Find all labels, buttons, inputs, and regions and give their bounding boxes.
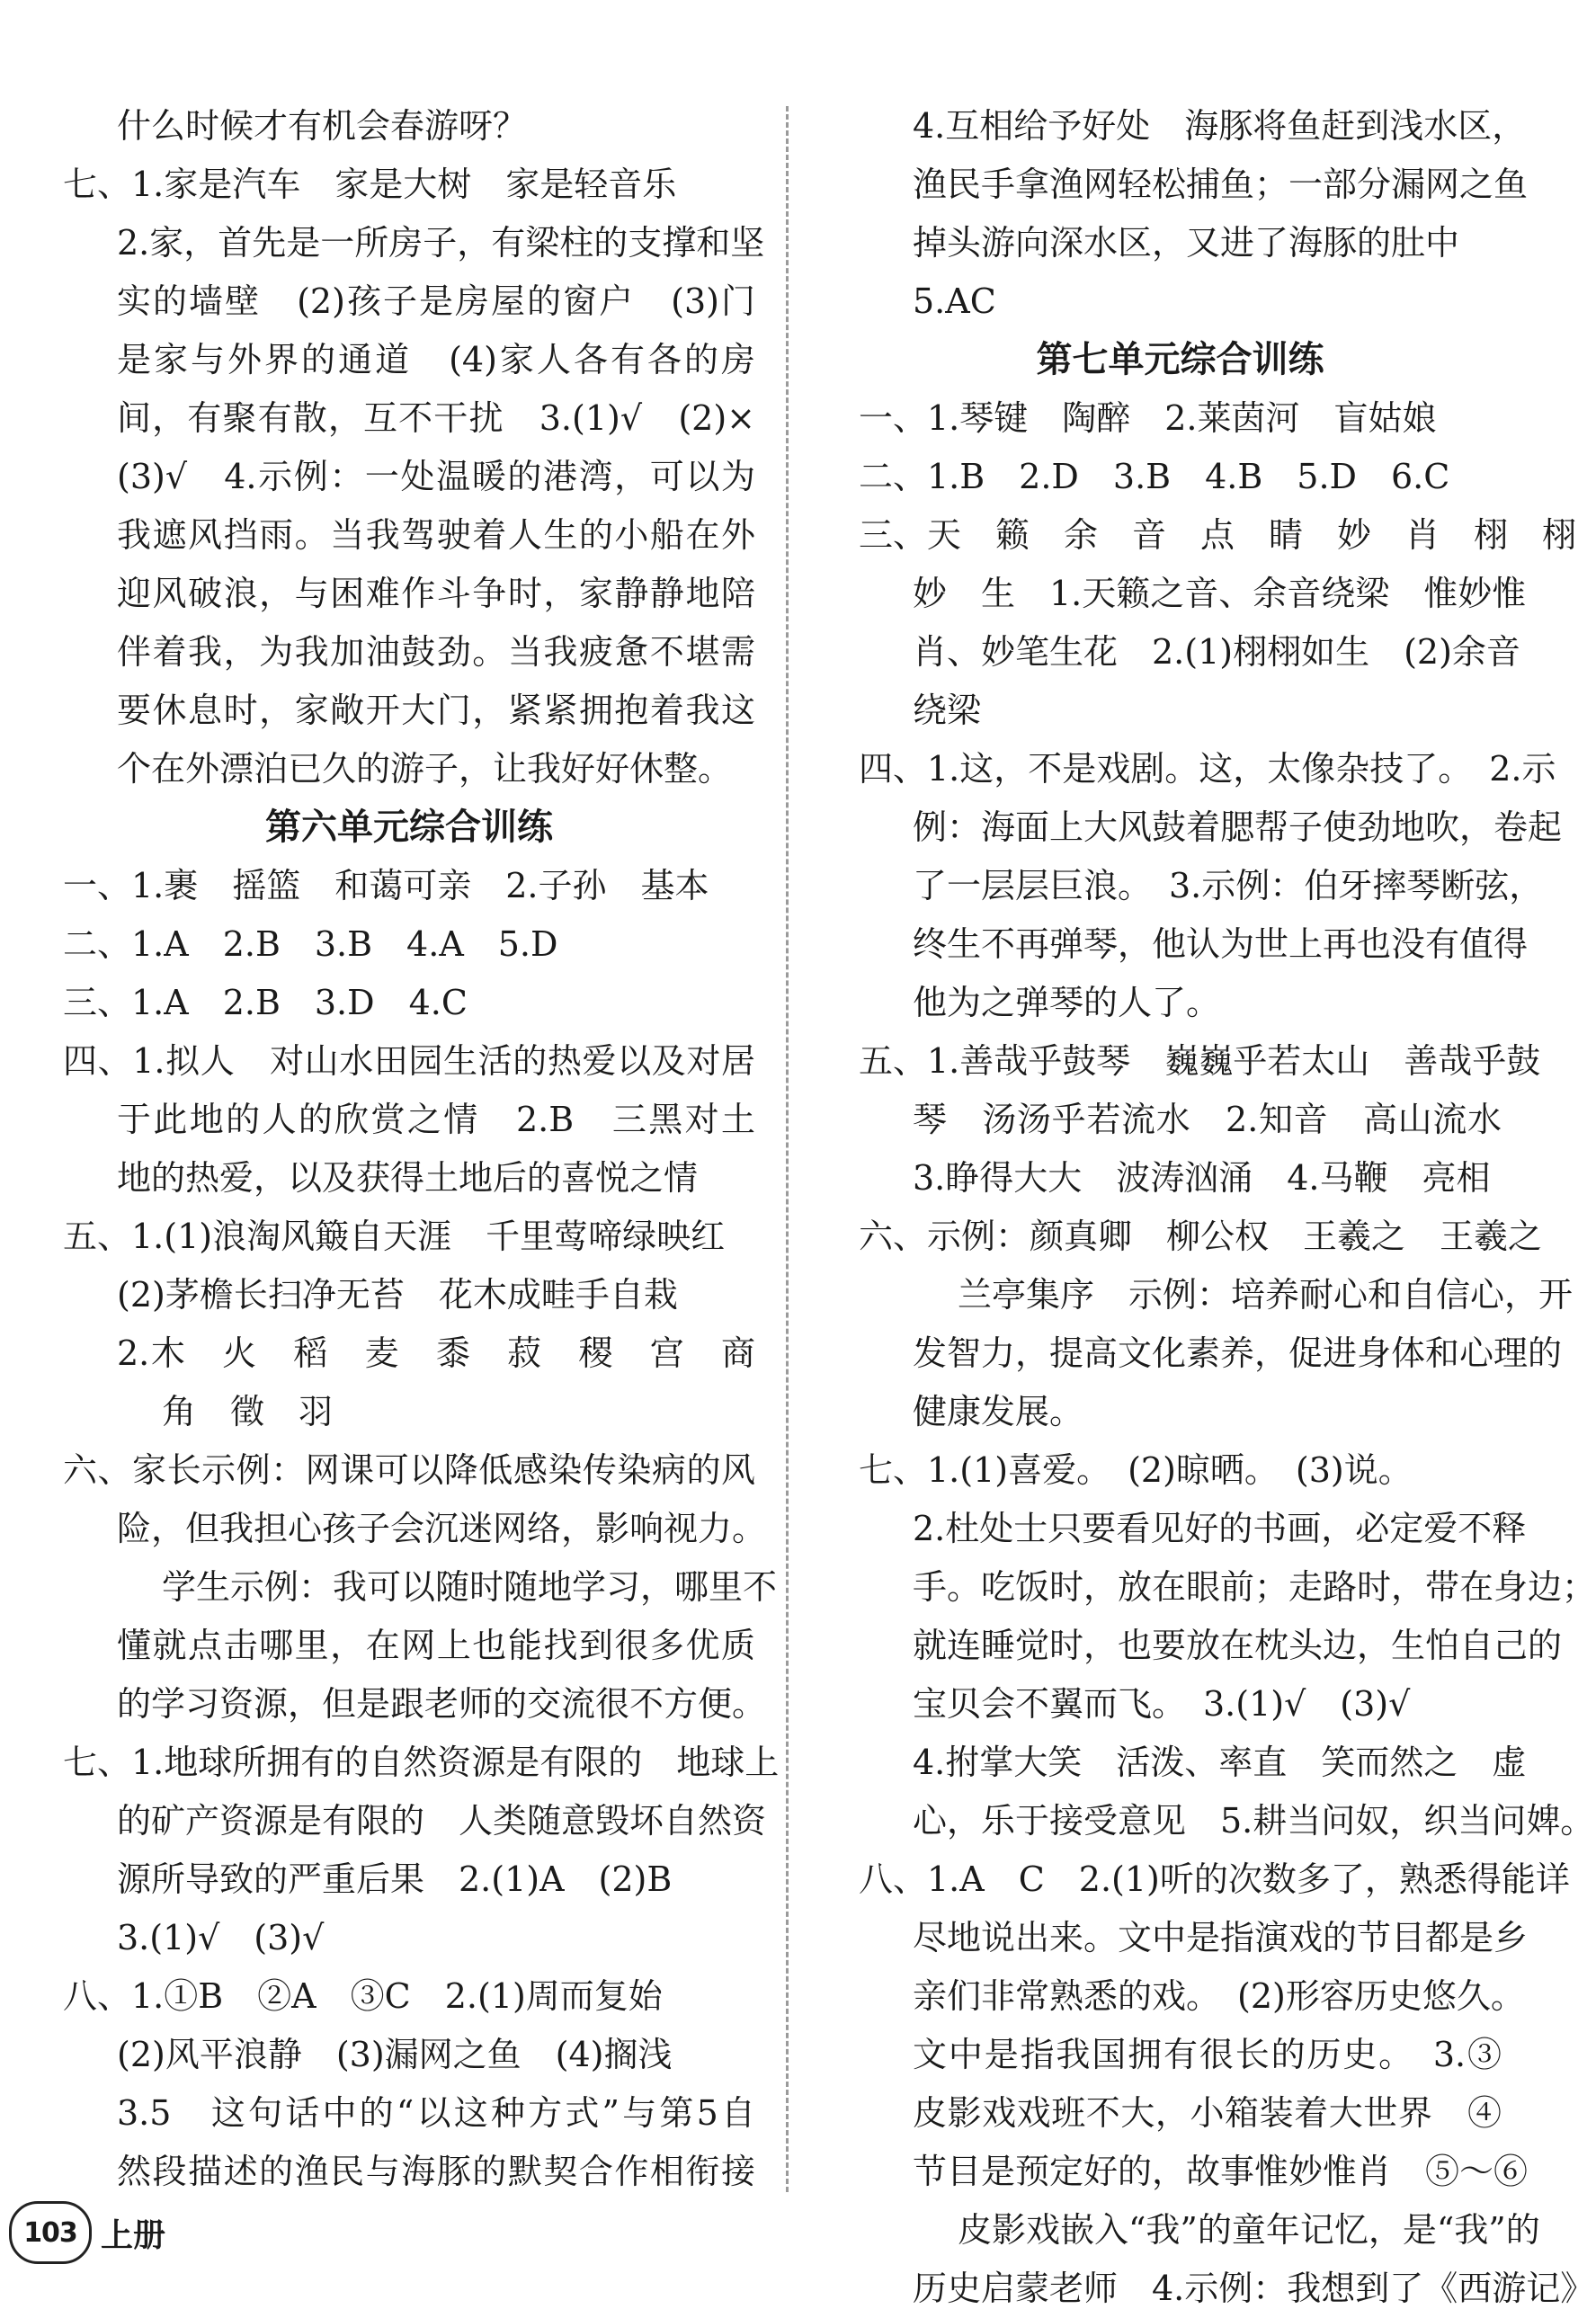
section-title: 第六单元综合训练	[265, 807, 553, 848]
right-answer-line: 尽地说出来。文中是指演戏的节目都是乡	[913, 1918, 1529, 1957]
right-answer-line: 渔民手拿渔网轻松捕鱼；一部分漏网之鱼	[913, 165, 1529, 204]
right-answer-line: 皮影戏嵌入“我”的童年记忆，是“我”的	[958, 2210, 1540, 2250]
right-answer-line: 例：海面上大风鼓着腮帮子使劲地吹，卷起	[913, 807, 1563, 847]
right-column	[859, 97, 1596, 2318]
right-answer-line: 宝贝会不翼而飞。 3.(1)√ (3)√	[913, 1684, 1411, 1724]
left-answer-line: 于此地的人的欣赏之情 2.B 三黑对土	[117, 1100, 755, 1139]
left-answer-line: 地的热爱，以及获得土地后的喜悦之情	[117, 1158, 699, 1198]
right-answer-line: 终生不再弹琴，他认为世上再也没有值得	[913, 924, 1529, 964]
left-answer-line: 实的墙壁 (2)孩子是房屋的窗户 (3)门	[117, 281, 755, 321]
left-answer-line: 懂就点击哪里，在网上也能找到很多优质	[117, 1626, 755, 1665]
left-column	[63, 97, 780, 2201]
left-answer-line: 是家与外界的通道 (4)家人各有各的房	[117, 340, 755, 379]
left-answer-line: 三、1.A 2.B 3.D 4.C	[63, 983, 468, 1022]
left-answer-line: 七、1.家是汽车 家是大树 家是轻音乐	[63, 165, 677, 204]
left-answer-line: 五、1.(1)浪淘风簸自天涯 千里莺啼绿映红	[63, 1217, 726, 1256]
right-answer-line: 六、示例：颜真卿 柳公权 王羲之 王羲之	[859, 1217, 1543, 1256]
right-answer-line: 他为之弹琴的人了。	[913, 983, 1221, 1022]
right-answer-line: 亲们非常熟悉的戏。 (2)形容历史悠久。	[913, 1976, 1525, 2016]
section-title: 第七单元综合训练	[1036, 339, 1324, 380]
column-divider	[786, 106, 789, 2192]
left-answer-line: 二、1.A 2.B 3.B 4.A 5.D	[63, 924, 558, 964]
right-answer-line: 二、1.B 2.D 3.B 4.B 5.D 6.C	[859, 457, 1450, 496]
right-answer-line: 四、1.这，不是戏剧。这，太像杂技了。 2.示	[859, 749, 1556, 789]
left-answer-line: 迎风破浪，与困难作斗争时，家静静地陪	[117, 574, 755, 613]
right-answer-line: 绕梁	[913, 691, 982, 730]
right-answer-line: 七、1.(1)喜爱。 (2)晾晒。 (3)说。	[859, 1450, 1413, 1490]
right-answer-line: 肖、妙笔生花 2.(1)栩栩如生 (2)余音	[913, 632, 1520, 672]
right-answer-line: 2.杜处士只要看见好的书画，必定爱不释	[913, 1509, 1527, 1548]
left-answer-line: 的矿产资源是有限的 人类随意毁坏自然资	[117, 1801, 767, 1841]
left-answer-line: (2)茅檐长扫净无苔 花木成畦手自栽	[117, 1275, 678, 1315]
left-answer-line: 要休息时，家敞开大门，紧紧拥抱着我这	[117, 691, 755, 730]
right-answer-line: 琴 汤汤乎若流水 2.知音 高山流水	[913, 1100, 1502, 1139]
left-answer-line: 2.木 火 稻 麦 黍 菽 稷 宫 商	[117, 1333, 755, 1373]
left-answer-line: 八、1.①B ②A ③C 2.(1)周而复始	[63, 1976, 663, 2016]
left-answer-line: 3.5 这句话中的“以这种方式”与第5自	[117, 2093, 755, 2133]
right-answer-line: 五、1.善哉乎鼓琴 巍巍乎若太山 善哉乎鼓	[859, 1041, 1541, 1081]
right-answer-line: 妙 生 1.天籁之音、余音绕梁 惟妙惟	[913, 574, 1527, 613]
right-answer-line: 皮影戏戏班不大，小箱装着大世界 ④	[913, 2093, 1502, 2133]
right-answer-line: 掉头游向深水区，又进了海豚的肚中	[913, 223, 1460, 263]
right-answer-line: 4.互相给予好处 海豚将鱼赶到浅水区，	[913, 106, 1527, 146]
right-answer-line: 就连睡觉时，也要放在枕头边，生怕自己的	[913, 1626, 1563, 1665]
volume-label: 上册	[101, 2216, 166, 2254]
right-answer-line: 心，乐于接受意见 5.耕当问奴，织当问婢。	[913, 1801, 1595, 1841]
right-answer-line: 发智力，提高文化素养，促进身体和心理的	[913, 1333, 1563, 1373]
right-answer-line: 三、天 籁 余 音 点 睛 妙 肖 栩 栩	[859, 515, 1577, 555]
left-answer-line: 七、1.地球所拥有的自然资源是有限的 地球上	[63, 1743, 780, 1782]
left-answer-line: 然段描述的渔民与海豚的默契合作相衔接	[117, 2152, 755, 2191]
left-answer-line: 什么时候才有机会春游呀？	[117, 106, 528, 146]
right-answer-line: 手。吃饭时，放在眼前；走路时，带在身边；	[913, 1567, 1596, 1607]
left-answer-line: 四、1.拟人 对山水田园生活的热爱以及对居	[63, 1041, 755, 1081]
right-answer-line: 5.AC	[913, 281, 996, 321]
left-answer-line: 伴着我，为我加油鼓劲。当我疲惫不堪需	[117, 632, 755, 672]
right-answer-line: 文中是指我国拥有很长的历史。 3.③	[913, 2035, 1502, 2074]
left-answer-line: (2)风平浪静 (3)漏网之鱼 (4)搁浅	[117, 2035, 673, 2074]
left-answer-line: 一、1.裹 摇篮 和蔼可亲 2.子孙 基本	[63, 866, 709, 905]
left-answer-line: 间，有聚有散，互不干扰 3.(1)√ (2)×	[117, 398, 755, 438]
left-answer-line: 2.家，首先是一所房子，有梁柱的支撑和坚	[117, 223, 765, 263]
page-number-badge: 103	[9, 2201, 92, 2264]
right-answer-line: 健康发展。	[913, 1392, 1084, 1431]
left-answer-line: 六、家长示例：网课可以降低感染传染病的风	[63, 1450, 755, 1490]
left-answer-line: 3.(1)√ (3)√	[117, 1918, 325, 1957]
right-answer-line: 历史启蒙老师 4.示例：我想到了《西游记》	[913, 2269, 1595, 2308]
right-answer-line: 一、1.琴键 陶醉 2.莱茵河 盲姑娘	[859, 398, 1437, 438]
left-answer-line: 我遮风挡雨。当我驾驶着人生的小船在外	[117, 515, 755, 555]
right-answer-line: 了一层层巨浪。 3.示例：伯牙摔琴断弦，	[913, 866, 1544, 905]
right-answer-line: 八、1.A C 2.(1)听的次数多了，熟悉得能详	[859, 1859, 1570, 1899]
left-answer-line: 险，但我担心孩子会沉迷网络，影响视力。	[117, 1509, 767, 1548]
left-answer-line: 个在外漂泊已久的游子，让我好好休整。	[117, 749, 733, 789]
right-answer-line: 节目是预定好的，故事惟妙惟肖 ⑤～⑥	[913, 2152, 1529, 2191]
left-answer-line: 源所导致的严重后果 2.(1)A (2)B	[117, 1859, 673, 1899]
right-answer-line: 3.睁得大大 波涛汹涌 4.马鞭 亮相	[913, 1158, 1491, 1198]
page-footer	[9, 2201, 165, 2264]
left-answer-line: 角 徵 羽	[162, 1392, 334, 1431]
left-answer-line: 的学习资源，但是跟老师的交流很不方便。	[117, 1684, 767, 1724]
right-answer-line: 4.拊掌大笑 活泼、率直 笑而然之 虚	[913, 1743, 1527, 1782]
left-answer-line: (3)√ 4.示例：一处温暖的港湾，可以为	[117, 457, 755, 496]
right-answer-line: 兰亭集序 示例：培养耐心和自信心，开	[958, 1275, 1574, 1315]
left-answer-line: 学生示例：我可以随时随地学习，哪里不	[162, 1567, 778, 1607]
